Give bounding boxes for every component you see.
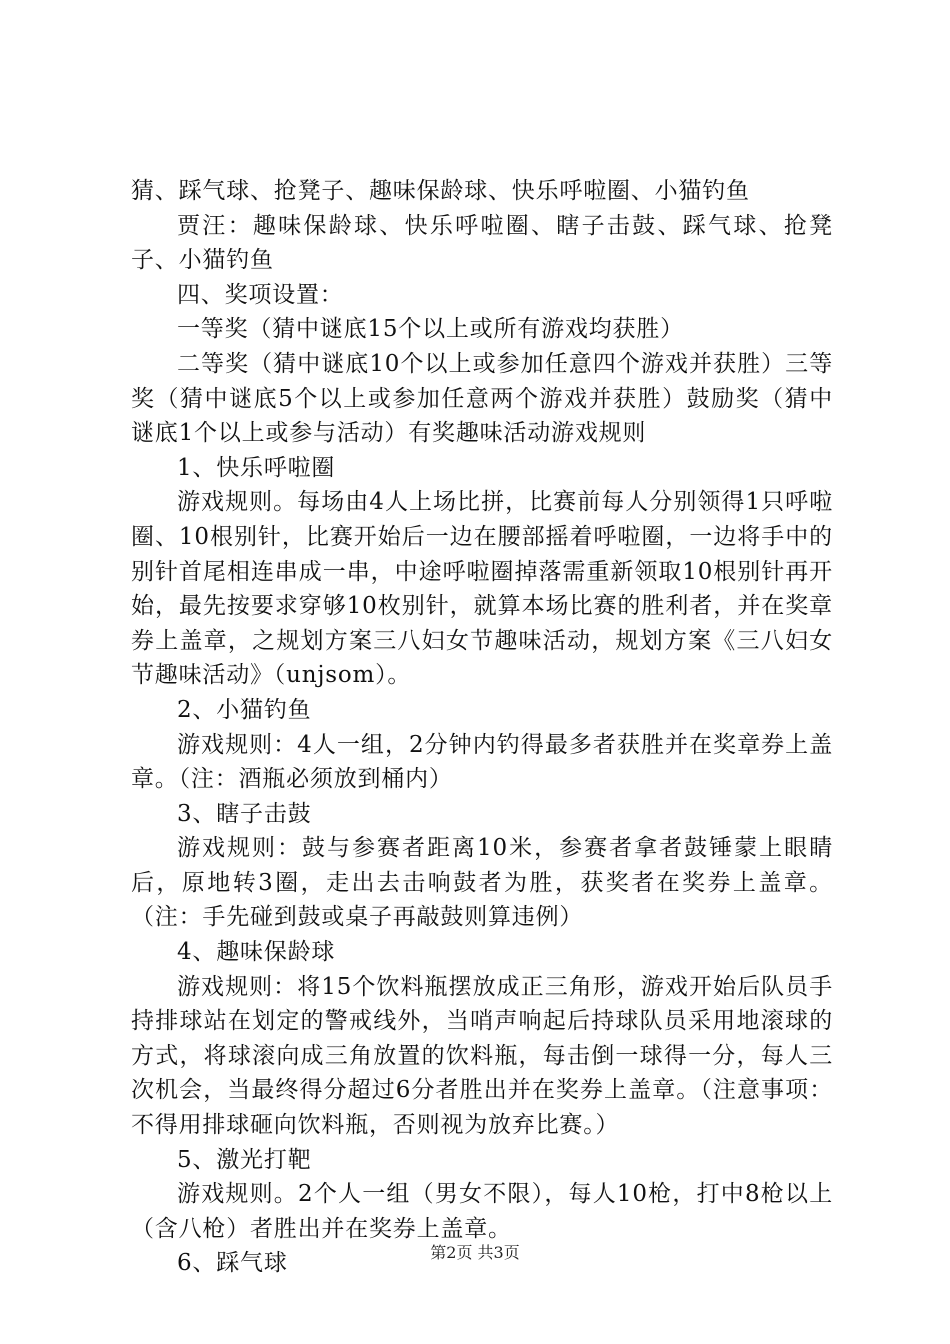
- game-heading-balloon-stomp: 6、踩气球: [177, 1250, 288, 1277]
- game-heading-laser-target: 5、激光打靶: [177, 1146, 312, 1173]
- game-rules-hula-hoop: 游戏规则。每场由4人上场比拼，比赛前每人分别领得1只呼啦圈、10根别针，比赛开始后一边在腰部摇着呼啦圈，一边将手中的别针首尾相连串成一串，中途呼啦圈掉落需重新领取10根别针再开始，最先按要求穿够10枚别针，就算本场比赛的胜利者，并在奖章券上盖章，之规划方案三八妇女节趣味活动，规划方案《三八妇女节趣味活动》（unjsom）。: [131, 489, 833, 689]
- game-heading-blind-drum: 3、瞎子击鼓: [177, 800, 312, 827]
- paragraph-continuation: 猜、踩气球、抢凳子、趣味保龄球、快乐呼啦圈、小猫钓鱼: [131, 178, 750, 204]
- section-heading-awards: 四、奖项设置：: [177, 281, 344, 308]
- game-rules-laser-target: 游戏规则。2个人一组（男女不限），每人10枪，打中8枪以上（含八枪）者胜出并在奖券上盖章。: [131, 1181, 833, 1242]
- paragraph-other-prizes: 二等奖（猜中谜底10个以上或参加任意四个游戏并获胜）三等奖（猜中谜底5个以上或参加任意两个游戏并获胜）鼓励奖（猜中谜底1个以上或参与活动）有奖趣味活动游戏规则: [131, 350, 833, 447]
- paragraph-jiawang-games: 贾汪：趣味保龄球、快乐呼啦圈、瞎子击鼓、踩气球、抢凳子、小猫钓鱼: [131, 212, 833, 274]
- game-heading-bowling: 4、趣味保龄球: [177, 939, 336, 966]
- game-rules-bowling: 游戏规则：将15个饮料瓶摆放成正三角形，游戏开始后队员手持排球站在划定的警戒线外，当哨声响起后持球队员采用地滚球的方式，将球滚向成三角放置的饮料瓶，每击倒一球得一分，每人三次机会，当最终得分超过6分者胜出并在奖券上盖章。（注意事项：不得用排球砸向饮料瓶，否则视为放弃比赛。）: [131, 973, 833, 1139]
- game-heading-cat-fishing: 2、小猫钓鱼: [177, 696, 312, 723]
- game-rules-blind-drum: 游戏规则：鼓与参赛者距离10米，参赛者拿者鼓锤蒙上眼睛后，原地转3圈，走出去击响鼓者为胜，获奖者在奖券上盖章。（注：手先碰到鼓或桌子再敲鼓则算违例）: [131, 835, 833, 931]
- game-heading-hula-hoop: 1、快乐呼啦圈: [177, 454, 336, 481]
- document-body: [131, 174, 833, 1281]
- paragraph-first-prize: 一等奖（猜中谜底15个以上或所有游戏均获胜）: [177, 316, 684, 343]
- game-rules-cat-fishing: 游戏规则：4人一组，2分钟内钓得最多者获胜并在奖章券上盖章。（注：酒瓶必须放到桶内）: [131, 731, 833, 793]
- page-number-footer: 第2页 共3页: [430, 1243, 520, 1262]
